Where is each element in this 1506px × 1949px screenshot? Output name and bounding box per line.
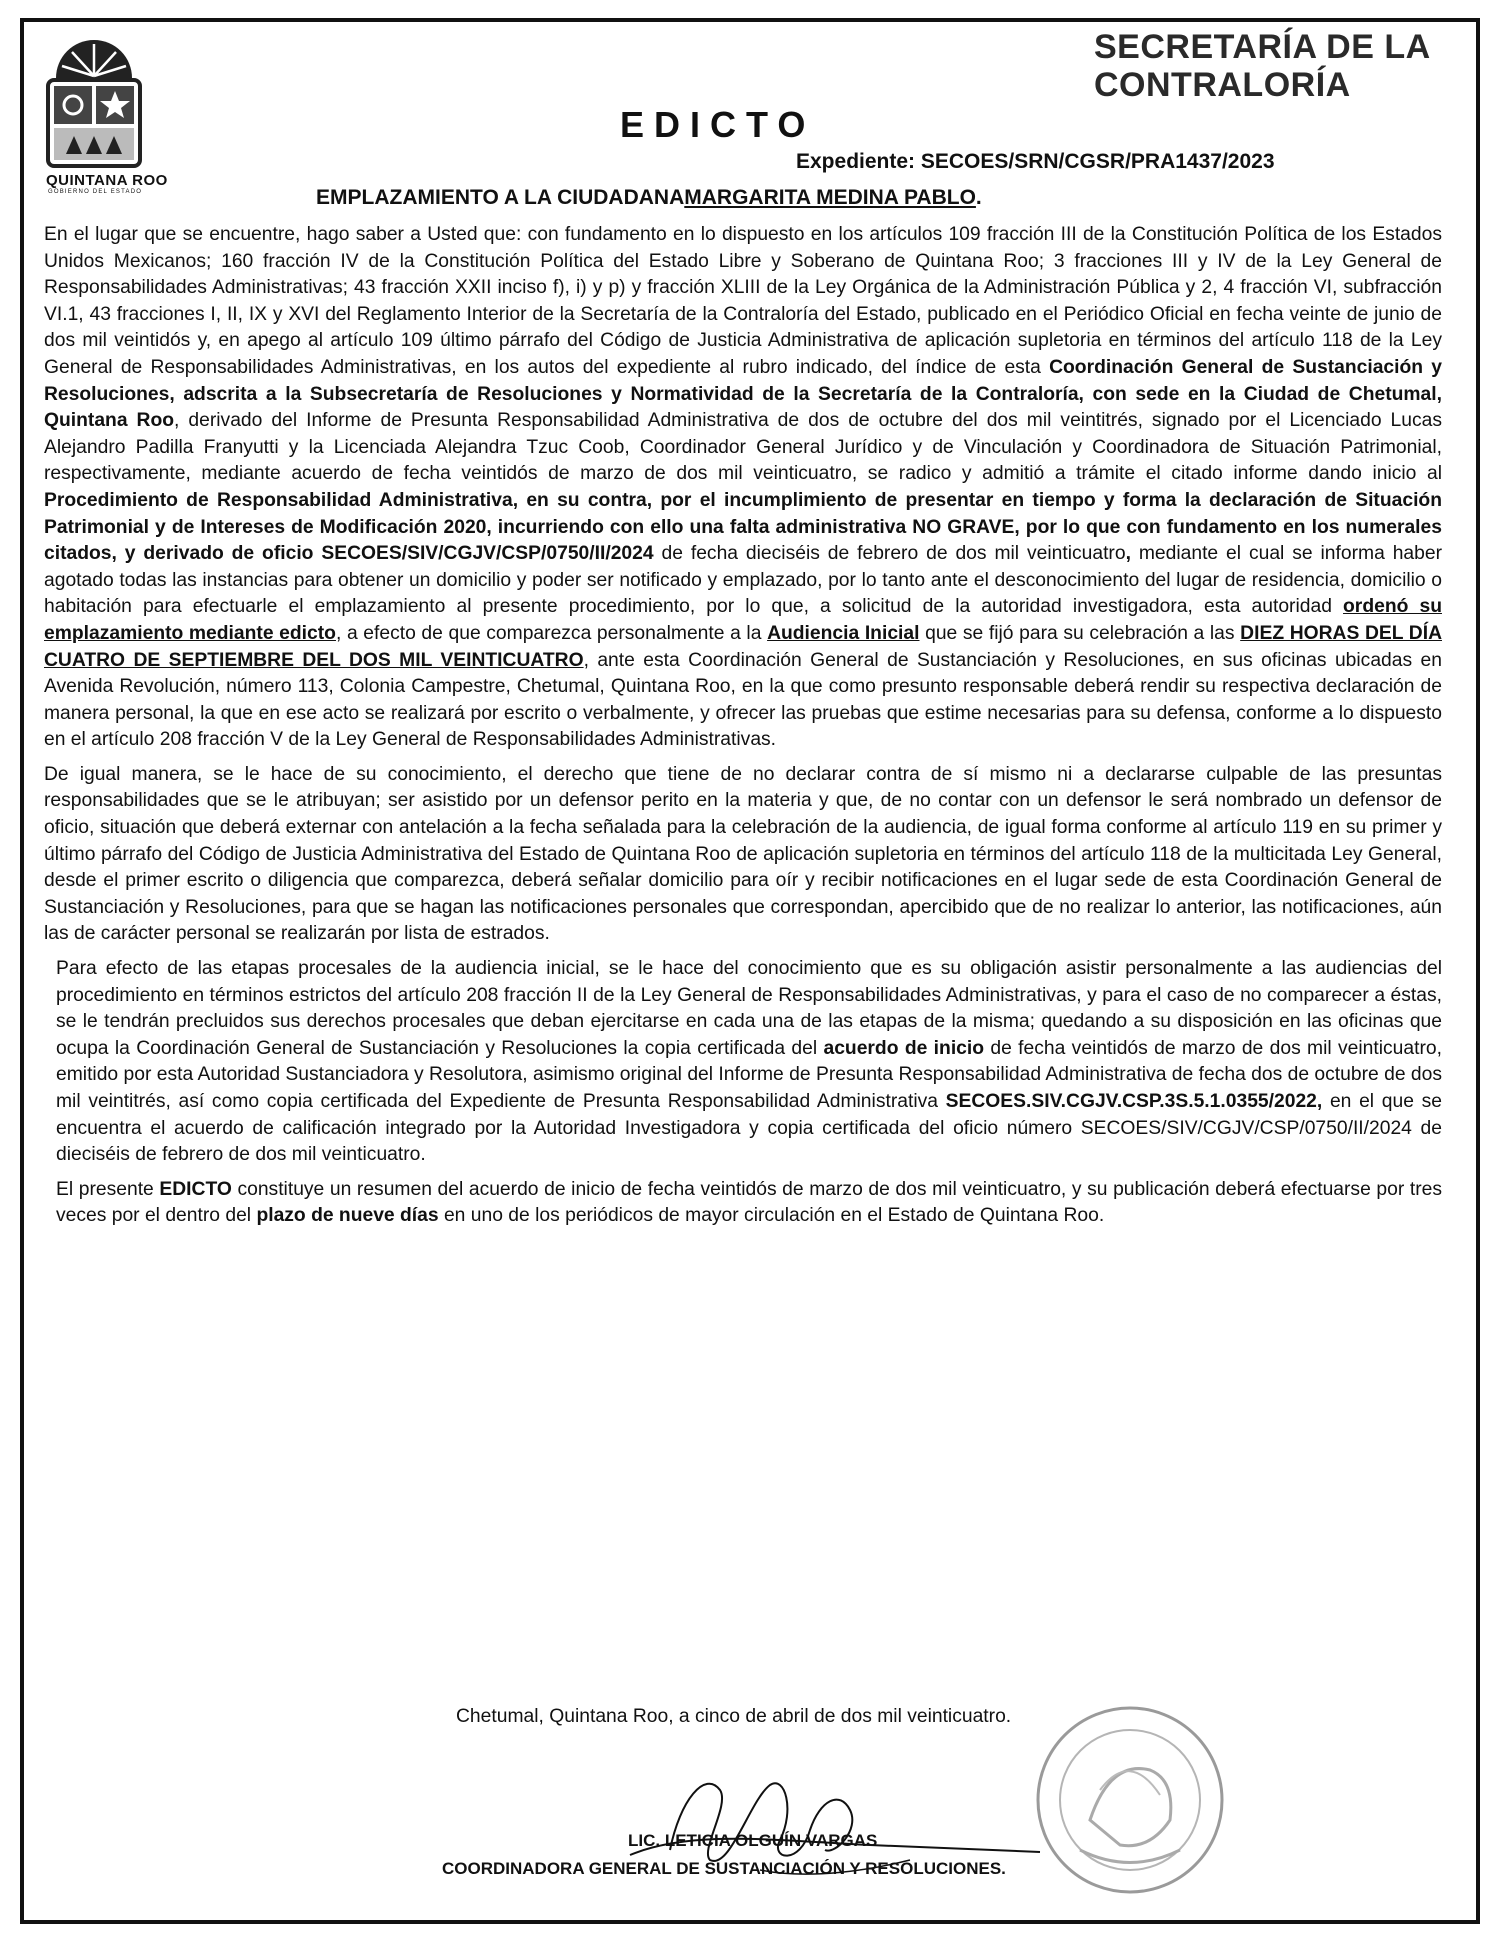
logo-subtitle: GOBIERNO DEL ESTADO — [48, 189, 143, 195]
text-run: en el que se encuentra el acuerdo de calificación integrado por la Autoridad Investigadora y copia certificada del oficio número SECOES/SIV/CGJV/CSP/0750/II/2024 de dieciséis de febrero de dos mil veinticuatro. — [56, 1091, 1442, 1166]
logo-state-name: QUINTANA ROO — [46, 172, 168, 189]
text-run: , ante esta Coordinación General de Sustanciación y Resoluciones, en sus oficinas ubicadas en Avenida Revolución, número 113, Colonia Campestre, Chetumal, Quintana Roo, en la que como presunto responsable deberá rendir su respectiva declaración de manera personal, la que en ese acto se realizará por escrito o verbalmente, y ofrecer las pruebas que estime necesarias para su defensa, conforme a lo dispuesto en el artículo 208 fracción V de la Ley General de Responsabilidades Administrativas. — [44, 649, 1442, 751]
summons-name: MARGARITA MEDINA PABLO — [684, 186, 976, 209]
paragraph-3 — [44, 956, 1442, 1169]
text-run: constituye un resumen del acuerdo de inicio de fecha veintidós de marzo de dos mil veinticuatro, y su publicación deberá efectuarse por tres veces por el dentro del — [56, 1178, 1442, 1227]
document-body — [44, 222, 1442, 1238]
signer-title: COORDINADORA GENERAL DE SUSTANCIACIÓN Y RESOLUCIONES. — [442, 1859, 1006, 1878]
text-run: , a efecto de que comparezca personalmente a la — [335, 622, 768, 644]
text-run: mediante el cual se informa haber agotado todas las instancias para obtener un domicilio y poder ser notificado y emplazado, por lo tanto ante el desconocimiento del lugar de residencia, domicilio o habitación para efectuarle el emplazamiento al presente procedimiento, por lo que, a solicitud de la autoridad investigadora, esta autoridad — [44, 543, 1443, 618]
summons-heading — [316, 186, 982, 210]
bold-run: SECOES.SIV.CGJV.CSP.3S.5.1.0355/2022, — [945, 1091, 1323, 1112]
bold-run: Procedimiento de Responsabilidad Administrativa, en su contra, por el incumplimiento de presentar en tiempo y forma la declaración de Situación Patrimonial y de Intereses de Modificación 2020, incurriendo con ello una falta administrativa NO GRAVE, por lo que con fundamento en los numerales citados, y derivado de oficio SECOES/SIV/CGJV/CSP/0750/II/2024 — [44, 489, 1442, 565]
paragraph-1 — [44, 222, 1442, 754]
text-run: de fecha veintidós de marzo de dos mil veinticuatro, emitido por esta Autoridad Sustanciadora y Resolutora, asimismo original del Informe de Presunta Responsabilidad Administrativa de fecha dos de octubre de dos mil veintitrés, así como copia certificada del Expediente de Presunta Responsabilidad Administrativa — [56, 1037, 1442, 1112]
place-and-date: Chetumal, Quintana Roo, a cinco de abril de dos mil veinticuatro. — [456, 1706, 1012, 1727]
bold-run: Coordinación General de Sustanciación y Resoluciones, adscrita a la Subsecretaría de Resoluciones y Normatividad de la Secretaría de la Contraloría, con sede en la Ciudad de Chetumal, Quintana Roo — [44, 356, 1442, 432]
text-run: De igual manera, se le hace de su conocimiento, el derecho que tiene de no declarar contra de sí mismo ni a declararse culpable de las presuntas responsabilidades que se le atribuyan; ser asistido por un defensor perito en la materia y que, de no contar con un defensor le será nombrado un defensor de oficio, situación que deberá externar con antelación a la fecha señalada para la celebración de la audiencia, de igual forma conforme al artículo 119 en su primer y último párrafo del Código de Justicia Administrativa del Estado de Quintana Roo de aplicación supletoria en términos del artículo 118 de la multicitada Ley General, desde el primer escrito o diligencia que comparezca, deberá señalar domicilio para oír y recibir notificaciones en el lugar sede de esta Coordinación General de Sustanciación y Resoluciones, para que se hagan las notificaciones personales que correspondan, apercibido que de no realizar lo anterior, las notificaciones, aún las de carácter personal se realizarán por lista de estrados. — [44, 763, 1442, 945]
bold-run: EDICTO — [159, 1178, 232, 1200]
agency-name — [1094, 28, 1431, 104]
state-logo — [44, 30, 174, 195]
text-run: en uno de los periódicos de mayor circulación en el Estado de Quintana Roo. — [438, 1205, 1105, 1227]
bold-run: acuerdo de inicio — [823, 1037, 985, 1059]
text-run: El presente — [56, 1178, 160, 1200]
underlined-run: ordenó su emplazamiento mediante edicto — [44, 596, 1442, 644]
paragraph-4 — [44, 1177, 1442, 1230]
agency-line-1: SECRETARÍA DE LA — [1094, 28, 1431, 66]
case-number: Expediente: SECOES/SRN/CGSR/PRA1437/2023 — [796, 150, 1275, 173]
underlined-run: DIEZ HORAS DEL DÍA CUATRO DE SEPTIEMBRE DEL DOS MIL VEINTICUATRO — [44, 622, 1442, 671]
text-run: de fecha dieciséis de febrero de dos mil veinticuatro — [653, 543, 1126, 565]
agency-line-2: CONTRALORÍA — [1094, 66, 1351, 104]
signer-name: LIC. LETICIA OLGUÍN VARGAS — [628, 1831, 878, 1850]
text-run: En el lugar que se encuentre, hago saber a Usted que: con fundamento en lo dispuesto en los artículos 109 fracción III de la Constitución Política de los Estados Unidos Mexicanos; 160 fracción IV de la Constitución Política del Estado Libre y Soberano de Quintana Roo; 3 fracciones III y IV de la Ley General de Responsabilidades Administrativas; 43 fracción XXII inciso f), i) y p) y fracción XLIII de la Ley Orgánica de la Administración Pública y 2, 4 fracción VI, subfracción VI.1, 43 fracciones I, II, IX y XVI del Reglamento Interior de la Secretaría de la Contraloría del Estado, publicado en el Periódico Oficial en fecha veinte de junio de dos mil veintidós y, en apego al artículo 109 último párrafo del Código de Justicia Administrativa de aplicación supletoria en términos del artículo 118 de la Ley General de Responsabilidades Administrativas, en los autos del expediente al rubro indicado, del índice de esta — [44, 224, 1442, 378]
bold-run: plazo de nueve días — [256, 1205, 439, 1227]
text-run: que se fijó para su celebración a las — [919, 622, 1241, 644]
summons-prefix: EMPLAZAMIENTO A LA CIUDADANA — [316, 186, 685, 209]
document-title: EDICTO — [620, 104, 816, 145]
bold-run: , — [1125, 543, 1131, 565]
underlined-run: Audiencia Inicial — [767, 622, 920, 644]
summons-suffix: . — [975, 186, 982, 209]
text-run: , derivado del Informe de Presunta Responsabilidad Administrativa de dos de octubre del dos mil veintitrés, signado por el Licenciado Lucas Alejandro Padilla Franyutti y la Licenciada Alejandra Tzuc Coob, Coordinador General Jurídico y de Vinculación y Coordinadora de Situación Patrimonial, respectivamente, mediante acuerdo de fecha veintidós de marzo de dos mil veinticuatro, se radico y admitió a trámite el citado informe dando inicio al — [44, 410, 1442, 485]
paragraph-2 — [44, 762, 1442, 948]
text-run: Para efecto de las etapas procesales de la audiencia inicial, se le hace del conocimiento que es su obligación asistir personalmente a las audiencias del procedimiento en términos estrictos del artículo 208 fracción II de la Ley General de Responsabilidades Administrativas, y para el caso de no comparecer a éstas, se le tendrán precluidos sus derechos procesales que deban ejercitarse en cada una de las etapas de la misma; quedando a su disposición en las oficinas que ocupa la Coordinación General de Sustanciación y Resoluciones la copia certificada del — [56, 958, 1442, 1059]
coat-of-arms-icon — [44, 30, 144, 170]
